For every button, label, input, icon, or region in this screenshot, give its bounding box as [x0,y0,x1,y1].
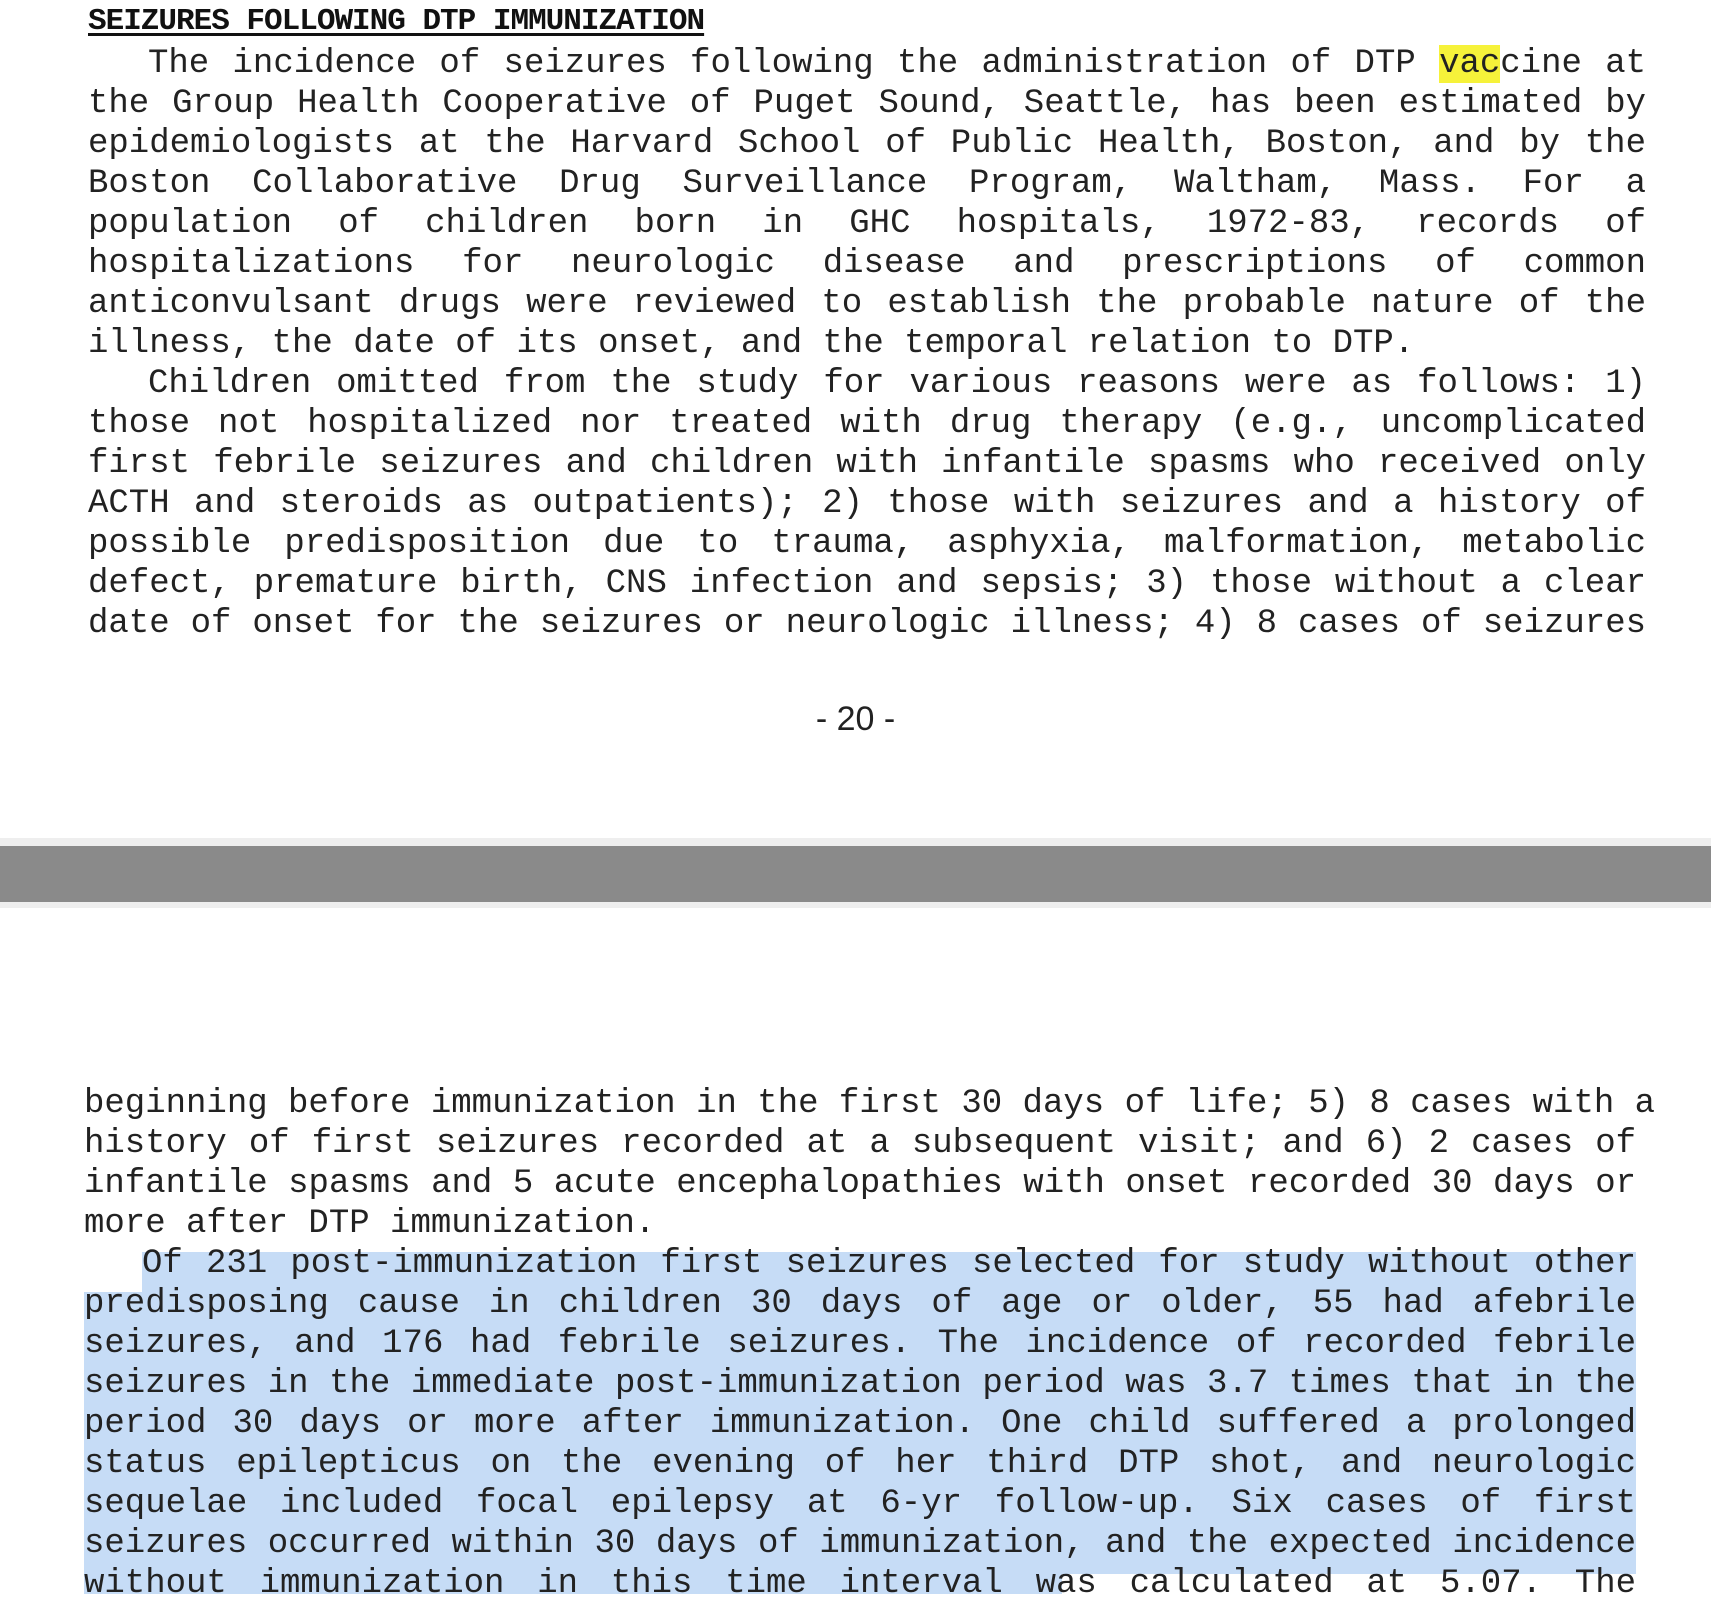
text-line: infantile spasms and 5 acute encephalopathies with onset recorded 30 days or [84,1165,1636,1203]
text-line: hospitalizations for neurologic disease and prescriptions of common [88,245,1646,283]
text-line: seizures, and 176 had febrile seizures. The incidence of recorded febrile [84,1325,1636,1363]
text-line: beginning before immunization in the first 30 days of life; 5) 8 cases with a [84,1085,1656,1123]
text-line: possible predisposition due to trauma, asphyxia, malformation, metabolic [88,525,1646,563]
text-line: seizures in the immediate post-immunization period was 3.7 times that in the [84,1365,1636,1403]
text-line: sequelae included focal epilepsy at 6-yr follow-up. Six cases of first [84,1485,1636,1523]
section-title: SEIZURES FOLLOWING DTP IMMUNIZATION [88,4,705,39]
page-separator [0,838,1711,908]
text-line: defect, premature birth, CNS infection and sepsis; 3) those without a clear [88,565,1646,603]
text-line: population of children born in GHC hospitals, 1972-83, records of [88,205,1646,243]
text-line: first febrile seizures and children with infantile spasms who received only [88,445,1646,483]
text-line: predisposing cause in children 30 days of age or older, 55 had afebrile [84,1285,1636,1323]
text-line: Boston Collaborative Drug Surveillance Program, Waltham, Mass. For a [88,165,1646,203]
text-line: Children omitted from the study for various reasons were as follows: 1) [148,365,1646,403]
text-line: illness, the date of its onset, and the temporal relation to DTP. [88,325,1415,363]
text-line: anticonvulsant drugs were reviewed to establish the probable nature of the [88,285,1646,323]
text-line: The incidence of seizures following the administration of DTP vaccine at [148,45,1646,83]
document-page-bottom [0,908,1711,1603]
page-number: - 20 - [815,700,896,738]
text-line: date of onset for the seizures or neurologic illness; 4) 8 cases of seizures [88,605,1646,643]
text-line: those not hospitalized nor treated with drug therapy (e.g., uncomplicated [88,405,1646,443]
text-line: the Group Health Cooperative of Puget Sound, Seattle, has been estimated by [88,85,1646,123]
text-line: Of 231 post-immunization first seizures selected for study without other [142,1245,1636,1283]
selected-text: seizures occurred within 30 days of immunization [84,1525,1065,1563]
text-line: more after DTP immunization. [84,1205,656,1243]
text-line: epidemiologists at the Harvard School of Public Health, Boston, and by the [88,125,1646,163]
text-line: history of first seizures recorded at a subsequent visit; and 6) 2 cases of [84,1125,1636,1163]
separator-bar [0,846,1711,902]
text-line: status epilepticus on the evening of her third DTP shot, and neurologic [84,1445,1636,1483]
text-line: seizures occurred within 30 days of immunization, and the expected incidence [84,1525,1637,1563]
search-highlight: vac [1439,45,1501,83]
text-line: ACTH and steroids as outpatients); 2) those with seizures and a history of [88,485,1646,523]
text-line: without immunization in this time interval was calculated at 5.07. The [84,1565,1636,1603]
text-line: period 30 days or more after immunization. One child suffered a prolonged [84,1405,1636,1443]
